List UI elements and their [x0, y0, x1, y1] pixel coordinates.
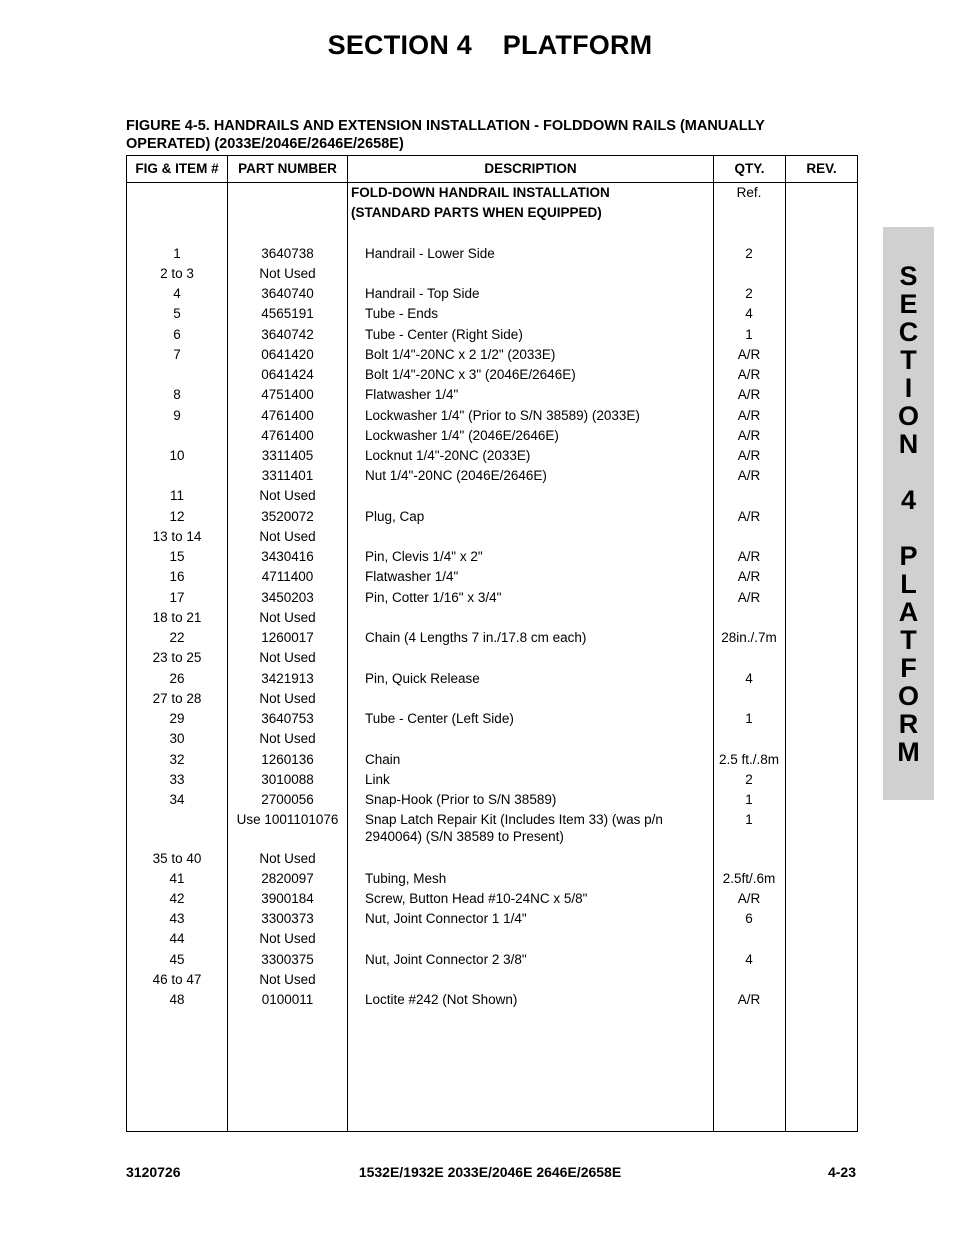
qty-cell: A/R — [737, 387, 761, 402]
side-tab-letter: F — [900, 653, 917, 683]
side-tab-letter: E — [899, 289, 918, 319]
fig-item-cell: 11 — [169, 488, 184, 503]
description-cell: 2940064) (S/N 38589 to Present) — [365, 829, 564, 844]
part-number-cell: 3300373 — [261, 911, 314, 926]
qty-cell: 2.5ft/.6m — [722, 871, 776, 886]
description-cell: Bolt 1/4"-20NC x 3" (2046E/2646E) — [365, 367, 576, 382]
fig-item-cell: 35 to 40 — [152, 851, 202, 866]
part-number-cell: 3640742 — [261, 327, 314, 342]
qty-cell: 2.5 ft./.8m — [718, 752, 780, 767]
fig-item-cell: 17 — [169, 590, 185, 605]
part-number-cell: 0100011 — [261, 992, 314, 1007]
description-cell: Tube - Center (Left Side) — [365, 711, 514, 726]
description-cell: Handrail - Lower Side — [365, 246, 495, 261]
figure-caption-line-2: OPERATED) (2033E/2046E/2646E/2658E) — [126, 136, 404, 152]
qty-cell: A/R — [737, 590, 761, 605]
side-tab-letter: L — [900, 569, 917, 599]
part-number-cell: Not Used — [259, 691, 316, 706]
fig-item-cell: 23 to 25 — [152, 650, 202, 665]
description-cell: FOLD-DOWN HANDRAIL INSTALLATION — [351, 185, 610, 200]
description-cell: (STANDARD PARTS WHEN EQUIPPED) — [351, 205, 602, 220]
header-part-number: PART NUMBER — [238, 161, 337, 176]
fig-item-cell: 26 — [169, 671, 185, 686]
part-number-cell: 0641420 — [261, 347, 314, 362]
fig-item-cell: 41 — [169, 871, 185, 886]
description-cell: Locknut 1/4"-20NC (2033E) — [365, 448, 531, 463]
fig-item-cell: 9 — [173, 408, 181, 423]
header-qty: QTY. — [734, 161, 765, 176]
part-number-cell: 3311401 — [261, 468, 314, 483]
side-tab-letter: O — [897, 681, 919, 711]
figure-caption — [126, 117, 866, 153]
qty-cell: 1 — [745, 327, 753, 342]
description-cell: Snap Latch Repair Kit (Includes Item 33) (was p/n — [365, 812, 663, 827]
description-cell: Pin, Quick Release — [365, 671, 480, 686]
fig-item-cell: 1 — [173, 246, 181, 261]
part-number-cell: Not Used — [259, 851, 316, 866]
qty-cell: A/R — [737, 992, 761, 1007]
fig-item-cell: 44 — [169, 931, 185, 946]
figure-caption-line-1: FIGURE 4-5. HANDRAILS AND EXTENSION INSTALLATION - FOLDDOWN RAILS (MANUALLY — [126, 118, 765, 134]
footer-models: 1532E/1932E 2033E/2046E 2646E/2658E — [358, 1164, 622, 1180]
footer-doc-number: 3120726 — [126, 1164, 181, 1180]
side-tab-letter: R — [898, 709, 919, 739]
side-tab-letter: I — [904, 373, 913, 403]
qty-cell: A/R — [737, 428, 761, 443]
part-number-cell: 3450203 — [261, 590, 314, 605]
fig-item-cell: 16 — [169, 569, 185, 584]
part-number-cell: 3640740 — [261, 286, 314, 301]
qty-cell: 4 — [745, 671, 753, 686]
fig-item-cell: 27 to 28 — [152, 691, 202, 706]
fig-item-cell: 7 — [173, 347, 181, 362]
description-cell: Pin, Clevis 1/4" x 2" — [365, 549, 483, 564]
part-number-cell: 4751400 — [261, 387, 314, 402]
header-description: DESCRIPTION — [484, 161, 577, 176]
section-title: SECTION 4 PLATFORM — [327, 30, 653, 60]
fig-item-cell: 13 to 14 — [152, 529, 202, 544]
fig-item-cell: 46 to 47 — [152, 972, 202, 987]
description-cell: Handrail - Top Side — [365, 286, 480, 301]
part-number-cell: 3520072 — [261, 509, 314, 524]
qty-cell: A/R — [737, 347, 761, 362]
description-cell: Tubing, Mesh — [365, 871, 447, 886]
fig-item-cell: 32 — [169, 752, 185, 767]
qty-cell: A/R — [737, 569, 761, 584]
side-tab-letter: M — [897, 737, 920, 767]
description-cell: Chain (4 Lengths 7 in./17.8 cm each) — [365, 630, 587, 645]
qty-cell: A/R — [737, 448, 761, 463]
part-number-cell: 3640753 — [261, 711, 314, 726]
part-number-cell: 0641424 — [261, 367, 314, 382]
description-cell: Nut, Joint Connector 1 1/4" — [365, 911, 527, 926]
footer-page-number: 4-23 — [827, 1164, 856, 1180]
part-number-cell: 3640738 — [261, 246, 314, 261]
part-number-cell: 3900184 — [261, 891, 314, 906]
side-tab-letter: T — [900, 625, 917, 655]
part-number-cell: 3430416 — [261, 549, 314, 564]
fig-item-cell: 12 — [169, 509, 185, 524]
description-cell: Chain — [365, 752, 401, 767]
description-cell: Lockwasher 1/4" (Prior to S/N 38589) (2033E) — [365, 408, 640, 423]
fig-item-cell: 30 — [169, 731, 185, 746]
header-divider — [127, 182, 857, 183]
fig-item-cell: 29 — [169, 711, 185, 726]
fig-item-cell: 33 — [169, 772, 185, 787]
fig-item-cell: 48 — [169, 992, 185, 1007]
fig-item-cell: 2 to 3 — [160, 266, 194, 281]
qty-cell: 6 — [745, 911, 753, 926]
description-cell: Pin, Cotter 1/16" x 3/4" — [365, 590, 502, 605]
side-tab-letter: S — [899, 261, 918, 291]
qty-cell: A/R — [737, 367, 761, 382]
description-cell: Bolt 1/4"-20NC x 2 1/2" (2033E) — [365, 347, 556, 362]
qty-cell: 2 — [745, 246, 753, 261]
description-cell: Link — [365, 772, 390, 787]
fig-item-cell: 10 — [169, 448, 185, 463]
header-rev: REV. — [806, 161, 837, 176]
qty-cell: Ref. — [736, 185, 762, 200]
qty-cell: 4 — [745, 952, 753, 967]
qty-cell: 28in./.7m — [721, 630, 777, 645]
part-number-cell: 2700056 — [261, 792, 314, 807]
parts-table — [126, 155, 858, 1132]
part-number-cell: 1260017 — [261, 630, 314, 645]
qty-cell: 1 — [745, 812, 753, 827]
description-cell: Nut 1/4"-20NC (2046E/2646E) — [365, 468, 547, 483]
description-cell: Tube - Center (Right Side) — [365, 327, 523, 342]
section-side-tab — [883, 227, 934, 800]
qty-cell: 4 — [745, 306, 753, 321]
description-cell: Flatwasher 1/4" — [365, 569, 459, 584]
description-cell: Flatwasher 1/4" — [365, 387, 459, 402]
part-number-cell: Not Used — [259, 731, 316, 746]
part-number-cell: 4711400 — [261, 569, 314, 584]
part-number-cell: Not Used — [259, 972, 316, 987]
qty-cell: A/R — [737, 408, 761, 423]
fig-item-cell: 22 — [169, 630, 185, 645]
qty-cell: 2 — [745, 286, 753, 301]
description-cell: Loctite #242 (Not Shown) — [365, 992, 518, 1007]
part-number-cell: 2820097 — [261, 871, 314, 886]
description-cell: Screw, Button Head #10-24NC x 5/8" — [365, 891, 588, 906]
fig-item-cell: 15 — [169, 549, 185, 564]
side-tab-letter: C — [898, 317, 919, 347]
part-number-cell: Not Used — [259, 610, 316, 625]
fig-item-cell: 4 — [173, 286, 181, 301]
fig-item-cell: 5 — [173, 306, 181, 321]
qty-cell: 1 — [745, 711, 753, 726]
side-tab-letter: A — [898, 597, 919, 627]
part-number-cell: Not Used — [259, 650, 316, 665]
description-cell: Snap-Hook (Prior to S/N 38589) — [365, 792, 557, 807]
side-tab-letter: P — [899, 541, 918, 571]
qty-cell: 2 — [745, 772, 753, 787]
qty-cell: A/R — [737, 891, 761, 906]
fig-item-cell: 42 — [169, 891, 185, 906]
part-number-cell: Not Used — [259, 931, 316, 946]
fig-item-cell: 45 — [169, 952, 185, 967]
description-cell: Tube - Ends — [365, 306, 439, 321]
column-divider — [785, 156, 786, 1131]
part-number-cell: Not Used — [259, 488, 316, 503]
qty-cell: A/R — [737, 509, 761, 524]
part-number-cell: 3010088 — [261, 772, 314, 787]
header-fig-item: FIG & ITEM # — [135, 161, 219, 176]
qty-cell: 1 — [745, 792, 753, 807]
part-number-cell: Use 1001101076 — [236, 812, 339, 827]
fig-item-cell: 8 — [173, 387, 181, 402]
fig-item-cell: 18 to 21 — [152, 610, 202, 625]
part-number-cell: 3421913 — [261, 671, 314, 686]
part-number-cell: Not Used — [259, 266, 316, 281]
fig-item-cell: 43 — [169, 911, 185, 926]
side-tab-letter: 4 — [900, 485, 917, 515]
side-tab-letter: T — [900, 345, 917, 375]
part-number-cell: Not Used — [259, 529, 316, 544]
part-number-cell: 3300375 — [261, 952, 314, 967]
description-cell: Nut, Joint Connector 2 3/8" — [365, 952, 527, 967]
part-number-cell: 4761400 — [261, 428, 314, 443]
part-number-cell: 3311405 — [261, 448, 314, 463]
fig-item-cell: 6 — [173, 327, 181, 342]
column-divider — [347, 156, 348, 1131]
part-number-cell: 4761400 — [261, 408, 314, 423]
fig-item-cell: 34 — [169, 792, 185, 807]
part-number-cell: 4565191 — [261, 306, 314, 321]
side-tab-letter: N — [898, 429, 919, 459]
part-number-cell: 1260136 — [261, 752, 314, 767]
qty-cell: A/R — [737, 549, 761, 564]
qty-cell: A/R — [737, 468, 761, 483]
description-cell: Plug, Cap — [365, 509, 425, 524]
description-cell: Lockwasher 1/4" (2046E/2646E) — [365, 428, 559, 443]
side-tab-letter: O — [897, 401, 919, 431]
